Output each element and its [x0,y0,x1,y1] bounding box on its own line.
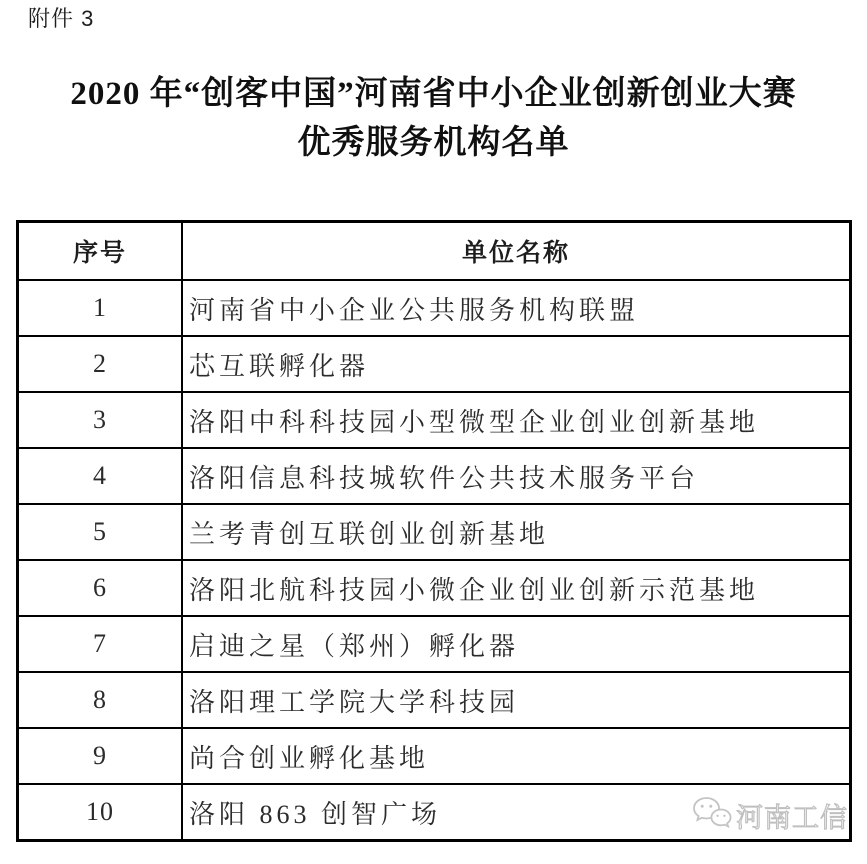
table-row [18,448,851,504]
table-row [18,560,851,616]
row-number: 5 [18,504,183,560]
column-header-number: 序号 [18,222,183,281]
table-row [18,616,851,672]
row-number: 7 [18,616,183,672]
organizations-table [16,220,852,842]
row-number: 1 [18,280,183,336]
row-number: 2 [18,336,183,392]
wechat-icon [692,794,732,837]
org-name: 河南省中小企业公共服务机构联盟 [182,280,851,336]
table-row [18,336,851,392]
table-row [18,504,851,560]
table-row [18,672,851,728]
org-name: 洛阳北航科技园小微企业创业创新示范基地 [182,560,851,616]
org-name: 洛阳 863 创智广场 [182,784,851,841]
row-number: 6 [18,560,183,616]
column-header-org-name: 单位名称 [182,222,851,281]
document-title [0,70,867,168]
watermark [692,794,848,837]
row-number: 8 [18,672,183,728]
document-title-line2: 优秀服务机构名单 [297,125,570,161]
org-name: 洛阳中科科技园小型微型企业创业创新基地 [182,392,851,448]
row-number: 3 [18,392,183,448]
table-row [18,392,851,448]
row-number: 9 [18,728,183,784]
org-name: 洛阳信息科技城软件公共技术服务平台 [182,448,851,504]
table-row [18,280,851,336]
watermark-label: 河南工信 [736,803,848,833]
table-row [18,728,851,784]
document-title-line1: 2020 年“创客中国”河南省中小企业创新创业大赛 [70,76,797,112]
org-name: 芯互联孵化器 [182,336,851,392]
row-number: 10 [18,784,183,841]
row-number: 4 [18,448,183,504]
org-name: 启迪之星（郑州）孵化器 [182,616,851,672]
org-name: 尚合创业孵化基地 [182,728,851,784]
table-body [18,280,851,841]
table-header-row [18,222,851,281]
org-name: 洛阳理工学院大学科技园 [182,672,851,728]
attachment-label: 附件 3 [28,6,95,31]
org-name: 兰考青创互联创业创新基地 [182,504,851,560]
